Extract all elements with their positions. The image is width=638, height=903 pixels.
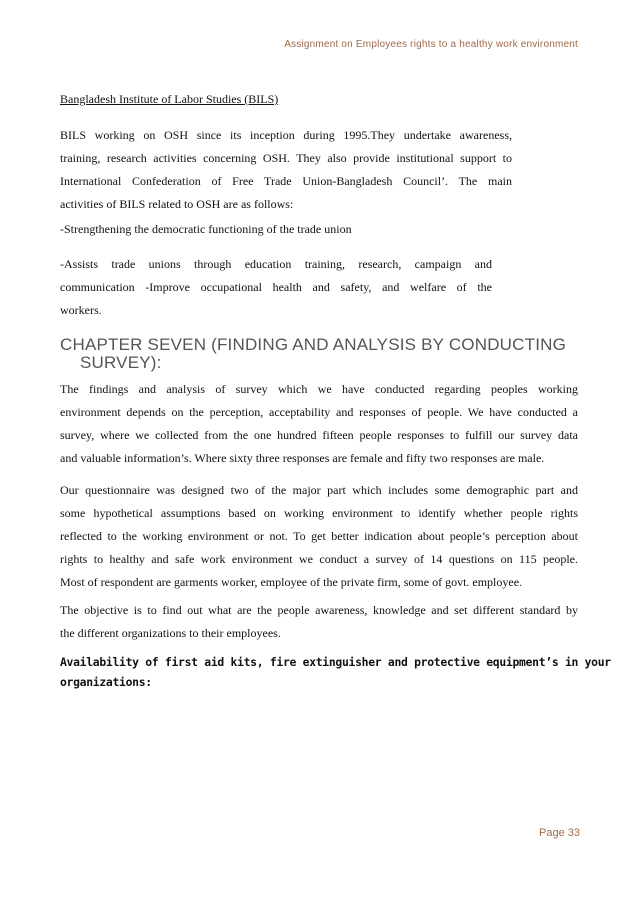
bils-paragraph-2 xyxy=(60,222,352,236)
page-header: Assignment on Employees rights to a healthy work environment xyxy=(284,39,578,50)
text-line: training, research activities concerning OSH. They also provide institutional support to xyxy=(60,151,512,165)
heading-line: organizations: xyxy=(60,675,152,689)
text-line: reflected to the working environment or not. To get better indication about people’s perception about xyxy=(60,529,578,543)
page-number: Page 33 xyxy=(539,827,580,839)
chapter-title xyxy=(60,336,600,372)
text-line: environment depends on the perception, acceptability and responses of people. We have conducted a xyxy=(60,405,578,419)
chapter-title-line-1: CHAPTER SEVEN (FINDING AND ANALYSIS BY CONDUCTING xyxy=(60,335,567,354)
text-line: -Strengthening the democratic functioning of the trade union xyxy=(60,222,352,236)
text-line: -Assists trade unions through education training, research, campaign and xyxy=(60,257,492,271)
questionnaire-paragraph xyxy=(60,479,578,594)
chapter-title-line-2: SURVEY): xyxy=(80,353,162,372)
objective-paragraph xyxy=(60,599,578,645)
text-line: International Confederation of Free Trade Union-Bangladesh Council’. The main xyxy=(60,174,512,188)
text-line: the different organizations to their employees. xyxy=(60,626,281,640)
text-line: The findings and analysis of survey which we have conducted regarding peoples working xyxy=(60,382,578,396)
heading-line: Availability of first aid kits, fire extinguisher and protective equipment’s in your xyxy=(60,655,611,669)
text-line: rights to healthy and safe work environment we conduct a survey of 14 questions on 115 people. xyxy=(60,552,578,566)
text-line: The objective is to find out what are the people awareness, knowledge and set different standard by xyxy=(60,603,578,617)
text-line: communication -Improve occupational health and safety, and welfare of the xyxy=(60,280,492,294)
text-line: workers. xyxy=(60,303,102,317)
text-line: BILS working on OSH since its inception during 1995.They undertake awareness, xyxy=(60,128,512,142)
bils-paragraph-3 xyxy=(60,253,492,322)
findings-paragraph xyxy=(60,378,578,470)
bils-paragraph-1 xyxy=(60,124,512,216)
section-heading-bils: Bangladesh Institute of Labor Studies (BILS) xyxy=(60,92,279,106)
text-line: some hypothetical assumptions based on working environment to identify whether people rights xyxy=(60,506,578,520)
text-line: Our questionnaire was designed two of the major part which includes some demographic part and xyxy=(60,483,578,497)
text-line: survey, where we collected from the one hundred fifteen people responses to fulfill our survey data xyxy=(60,428,578,442)
text-line: Most of respondent are garments worker, employee of the private firm, some of govt. employee. xyxy=(60,575,523,589)
survey-question-heading xyxy=(60,652,611,692)
text-line: and valuable information’s. Where sixty three responses are female and fifty two responses are male. xyxy=(60,451,545,465)
text-line: activities of BILS related to OSH are as follows: xyxy=(60,197,294,211)
